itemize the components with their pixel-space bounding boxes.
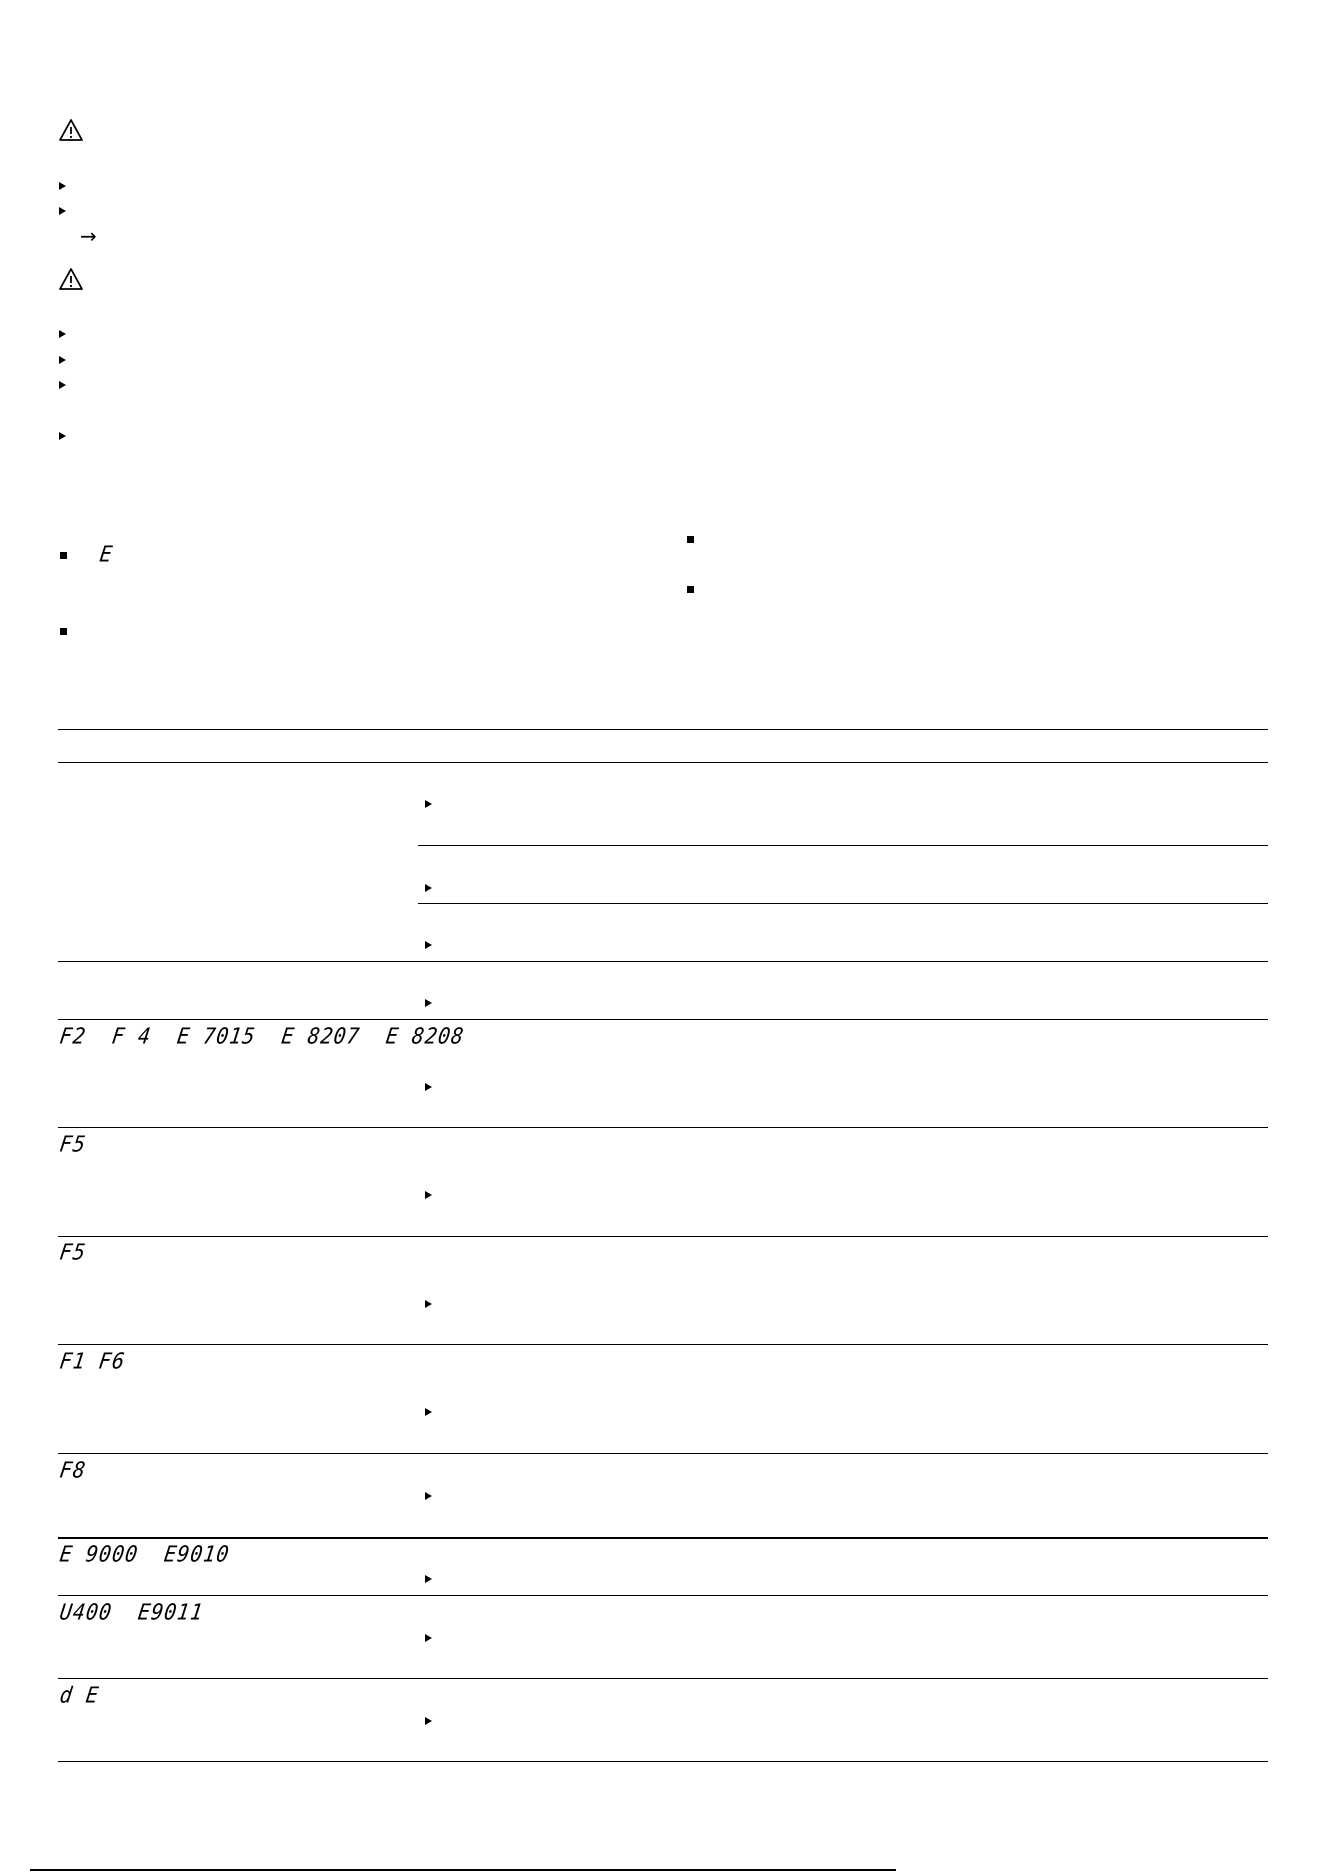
- bullet-arrow-icon: [59, 207, 66, 215]
- fault-codes-f1-f6: F1 F6: [58, 1347, 128, 1375]
- square-bullet: [687, 586, 694, 593]
- warning-icon: [58, 267, 84, 291]
- row-rule: [58, 1453, 1268, 1454]
- bullet-arrow-icon: [59, 182, 66, 190]
- row-rule: [58, 1537, 1268, 1539]
- footer-rule: [30, 1869, 894, 1871]
- subrow-rule: [418, 845, 1268, 846]
- bullet-arrow-icon: [425, 941, 432, 949]
- bullet-arrow-icon: [425, 999, 432, 1007]
- bullet-arrow-icon: [425, 1300, 432, 1308]
- bullet-arrow-icon: [425, 1575, 432, 1583]
- row-rule: [58, 961, 1268, 962]
- fault-codes-f2-f4-e7015-e8207-e8208: F2 F 4 E 7015 E 8207 E 8208: [58, 1022, 467, 1050]
- row-rule: [58, 1019, 1268, 1020]
- table-header-rule: [58, 762, 1268, 763]
- fault-code-f5: F5: [58, 1238, 88, 1266]
- bullet-arrow-icon: [59, 432, 66, 440]
- square-bullet: [687, 536, 694, 543]
- square-bullet: [60, 552, 67, 559]
- fault-code-f8: F8: [58, 1456, 88, 1484]
- subrow-rule: [418, 903, 1268, 904]
- footer-rule-segment: [878, 1869, 896, 1871]
- bullet-arrow-icon: [425, 1717, 432, 1725]
- bullet-arrow-icon: [59, 381, 66, 389]
- bullet-arrow-icon: [425, 1492, 432, 1500]
- fault-codes-u400-e9011: U400 E9011: [58, 1598, 206, 1626]
- bullet-arrow-icon: [59, 330, 66, 338]
- fault-code-de: d E: [58, 1681, 101, 1709]
- result-arrow-icon: →: [80, 224, 97, 248]
- bullet-arrow-icon: [425, 884, 432, 892]
- fault-codes-e9000-e9010: E 9000 E9010: [58, 1540, 232, 1568]
- bullet-arrow-icon: [425, 800, 432, 808]
- row-rule: [58, 1236, 1268, 1237]
- bullet-arrow-icon: [425, 1191, 432, 1199]
- bullet-arrow-icon: [59, 356, 66, 364]
- table-top-rule: [58, 729, 1268, 730]
- display-symbol-e: E: [98, 540, 115, 568]
- bullet-arrow-icon: [425, 1634, 432, 1642]
- fault-code-f5: F5: [58, 1130, 88, 1158]
- warning-icon: [58, 118, 84, 142]
- row-rule: [58, 1678, 1268, 1679]
- bullet-arrow-icon: [425, 1408, 432, 1416]
- bullet-arrow-icon: [425, 1083, 432, 1091]
- row-rule: [58, 1344, 1268, 1345]
- row-rule: [58, 1127, 1268, 1128]
- table-bottom-rule: [58, 1761, 1268, 1762]
- square-bullet: [60, 628, 67, 635]
- row-rule: [58, 1595, 1268, 1596]
